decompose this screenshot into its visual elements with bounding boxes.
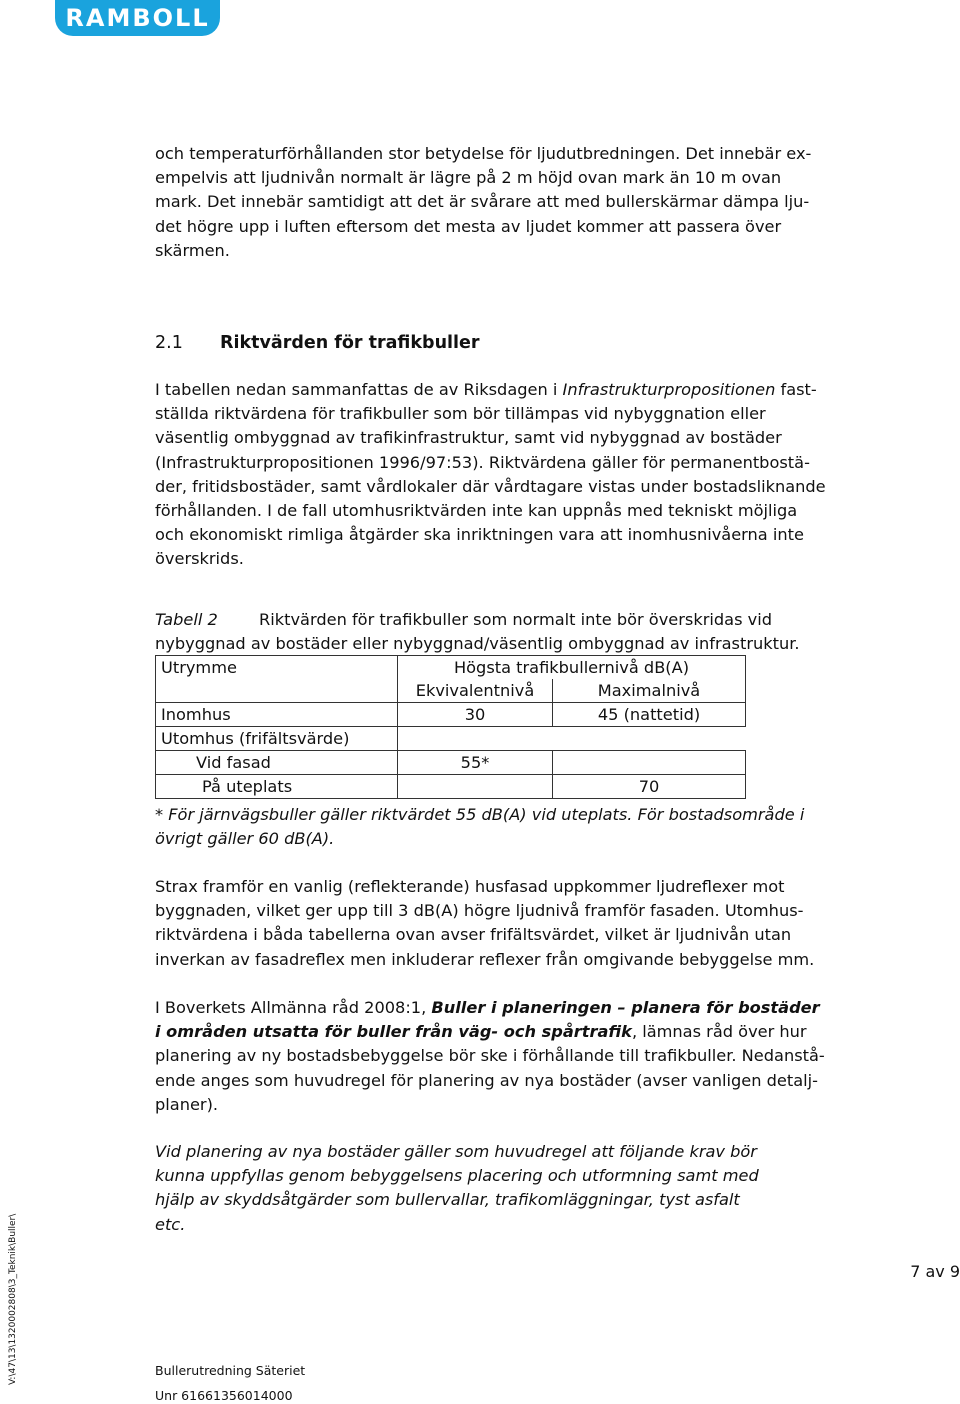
caption-label: Tabell 2 xyxy=(155,610,218,629)
logo-text: RAMBOLL xyxy=(65,4,210,32)
strax-paragraph xyxy=(155,875,835,972)
header-utrymme: Utrymme xyxy=(156,656,398,680)
text-line: hjälp av skyddsåtgärder som bullervallar, trafikomläggningar, tyst asfalt xyxy=(155,1190,740,1210)
text-span: fast- xyxy=(775,380,817,399)
footer-unr: Unr 61661356014000 xyxy=(155,1388,293,1403)
footnote-line: övrigt gäller 60 dB(A). xyxy=(155,829,335,849)
intro-paragraph xyxy=(155,142,835,263)
text-line: Vid planering av nya bostäder gäller som huvudregel att följande krav bör xyxy=(155,1142,757,1161)
header-empty xyxy=(156,679,398,703)
text-line: och ekonomiskt rimliga åtgärder ska inriktningen vara att inomhusnivåerna inte xyxy=(155,525,804,545)
row-maximal xyxy=(553,751,746,775)
row-maximal: 45 (nattetid) xyxy=(553,703,746,727)
boverket-paragraph xyxy=(155,996,835,1117)
text-span: , lämnas råd över hur xyxy=(631,1022,807,1042)
text-line: skärmen. xyxy=(155,240,230,260)
text-line: förhållanden. I de fall utomhusriktvärden inte kan uppnås med tekniskt möjliga xyxy=(155,501,798,521)
text-line: (Infrastrukturpropositionen 1996/97:53). Riktvärdena gäller för permanentbostä- xyxy=(155,452,810,472)
section-title: Riktvärden för trafikbuller xyxy=(220,333,480,353)
row-maximal: 70 xyxy=(553,775,746,799)
text-line: Strax framför en vanlig (reflekterande) husfasad uppkommer ljudreflexer mot xyxy=(155,877,785,896)
row-label: Inomhus xyxy=(156,703,398,727)
text-line: det högre upp i luften eftersom det mesta av ljudet kommer att passera över xyxy=(155,216,782,236)
text-line: riktvärdena i båda tabellerna ovan avser frifältsvärdet, vilket är ljudnivån utan xyxy=(155,925,792,945)
text-line: och temperaturförhållanden stor betydelse för ljudutbredningen. Det innebär ex- xyxy=(155,144,812,163)
text-span: I Boverkets Allmänna råd 2008:1, xyxy=(155,998,432,1017)
text-line xyxy=(155,1020,835,1044)
header-group: Högsta trafikbullernivå dB(A) xyxy=(398,656,746,680)
riktvarden-table xyxy=(155,655,746,799)
row-label: Vid fasad xyxy=(156,751,398,775)
text-line: ställda riktvärdena för trafikbuller som bör tillämpas vid nybyggnation eller xyxy=(155,404,766,424)
publication-title: Buller i planeringen – planera för bostäder xyxy=(431,998,820,1017)
table-header-row xyxy=(156,656,746,680)
row-ekvivalent: 30 xyxy=(398,703,553,727)
text-line: ende anges som huvudregel för planering av nya bostäder (avser vanligen detalj- xyxy=(155,1070,818,1090)
header-ekvivalent: Ekvivalentnivå xyxy=(398,679,553,703)
row-ekvivalent xyxy=(398,727,553,751)
text-line: väsentlig ombyggnad av trafikinfrastruktur, samt vid nybyggnad av bostäder xyxy=(155,428,782,448)
page-number: 7 av 9 xyxy=(910,1262,960,1281)
text-line xyxy=(155,996,835,1020)
table-row xyxy=(156,775,746,799)
section-heading xyxy=(155,333,480,353)
section-paragraph xyxy=(155,378,835,572)
side-file-path: V:\47\13\1320002808\3_Teknik\Buller\ xyxy=(8,1213,18,1385)
caption-line: nybyggnad av bostäder eller nybyggnad/väsentlig ombyggnad av infrastruktur. xyxy=(155,634,800,653)
table-row xyxy=(156,751,746,775)
caption-line xyxy=(155,608,800,632)
row-label: På uteplats xyxy=(156,775,398,799)
text-line: empelvis att ljudnivån normalt är lägre på 2 m höjd ovan mark än 10 m ovan xyxy=(155,168,782,188)
row-label: Utomhus (frifältsvärde) xyxy=(156,727,398,751)
text-line: planer). xyxy=(155,1094,219,1114)
table-caption xyxy=(155,608,800,656)
text-line xyxy=(155,378,835,402)
caption-text: Riktvärden för trafikbuller som normalt inte bör överskridas vid xyxy=(259,610,772,629)
text-line: kunna uppfyllas genom bebyggelsens placering och utformning samt med xyxy=(155,1166,759,1186)
italic-term: Infrastrukturpropositionen xyxy=(562,380,776,399)
text-span: I tabellen nedan sammanfattas de av Riksdagen i xyxy=(155,380,563,399)
text-line: etc. xyxy=(155,1214,186,1234)
text-line: överskrids. xyxy=(155,549,244,569)
ramboll-logo xyxy=(55,0,220,36)
row-ekvivalent: 55* xyxy=(398,751,553,775)
row-maximal xyxy=(553,727,746,751)
publication-title: i områden utsatta för buller från väg- och spårtrafik xyxy=(155,1022,632,1042)
text-line: planering av ny bostadsbebyggelse bör ske i förhållande till trafikbuller. Nedanstå- xyxy=(155,1046,825,1066)
text-line: der, fritidsbostäder, samt vårdlokaler där vårdtagare vistas under bostadsliknande xyxy=(155,476,826,496)
footnote-line: * För järnvägsbuller gäller riktvärdet 55 dB(A) vid uteplats. För bostadsområde i xyxy=(155,805,805,824)
section-number: 2.1 xyxy=(155,333,183,353)
table-row xyxy=(156,727,746,751)
table-footnote xyxy=(155,803,835,851)
header-maximal: Maximalnivå xyxy=(553,679,746,703)
text-line: mark. Det innebär samtidigt att det är svårare att med bullerskärmar dämpa lju- xyxy=(155,192,810,212)
text-line: byggnaden, vilket ger upp till 3 dB(A) högre ljudnivå framför fasaden. Utomhus- xyxy=(155,901,804,921)
text-line: inverkan av fasadreflex men inkluderar reflexer från omgivande bebyggelse mm. xyxy=(155,949,815,969)
table-row xyxy=(156,703,746,727)
row-ekvivalent xyxy=(398,775,553,799)
final-italic-paragraph xyxy=(155,1140,835,1237)
footer-title: Bullerutredning Säteriet xyxy=(155,1363,306,1378)
table-subheader-row xyxy=(156,679,746,703)
